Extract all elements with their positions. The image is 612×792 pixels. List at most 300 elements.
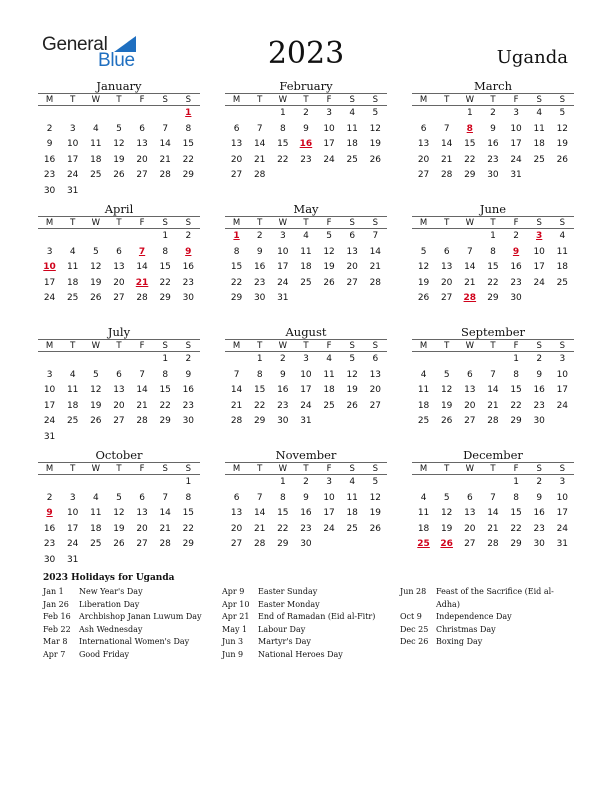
day-cell: 21 bbox=[440, 154, 453, 165]
day-cell: 5 bbox=[420, 246, 427, 257]
holiday-date-label: Dec 26 bbox=[400, 637, 429, 646]
day-cell: 16 bbox=[277, 385, 289, 395]
month-january bbox=[38, 79, 200, 199]
day-cell: 20 bbox=[113, 277, 125, 288]
day-cell: 3 bbox=[326, 108, 332, 118]
day-cell: 7 bbox=[443, 123, 450, 134]
day-cell: 31 bbox=[66, 185, 79, 196]
day-cell: 19 bbox=[440, 400, 453, 411]
day-cell: 5 bbox=[116, 123, 122, 134]
day-cell: 11 bbox=[300, 246, 312, 257]
weekday-header: S bbox=[185, 464, 192, 474]
day-cell: 16 bbox=[43, 154, 56, 165]
weekday-header: W bbox=[465, 341, 475, 351]
day-cell: 25 bbox=[346, 523, 358, 534]
day-cell: 30 bbox=[43, 185, 56, 196]
day-cell: 24 bbox=[533, 277, 545, 288]
weekday-header: T bbox=[303, 341, 309, 351]
day-cell: 21 bbox=[159, 154, 171, 165]
day-cell: 2 bbox=[279, 354, 286, 364]
day-cell: 1 bbox=[513, 477, 519, 487]
weekday-header: F bbox=[513, 341, 519, 351]
day-cell: 17 bbox=[66, 523, 79, 534]
day-cell: 9 bbox=[536, 492, 543, 503]
weekday-header-row bbox=[38, 93, 200, 106]
week-row bbox=[38, 153, 200, 169]
holiday-name: Easter Sunday bbox=[258, 587, 318, 596]
week-row bbox=[38, 553, 200, 569]
day-cell: 25 bbox=[66, 416, 79, 426]
empty-day-cell bbox=[177, 553, 200, 569]
day-cell: 4 bbox=[349, 477, 356, 487]
empty-day-cell bbox=[38, 475, 61, 491]
day-cell: 27 bbox=[417, 170, 430, 180]
day-cell: 15 bbox=[464, 139, 476, 149]
day-cell: 27 bbox=[346, 277, 358, 288]
day-cell: 4 bbox=[303, 231, 309, 241]
weekday-header: T bbox=[70, 341, 76, 351]
day-cell: 11 bbox=[90, 508, 102, 518]
day-cell: 13 bbox=[113, 385, 125, 395]
empty-day-cell bbox=[225, 352, 248, 368]
day-cell: 18 bbox=[346, 508, 358, 518]
empty-day-cell bbox=[38, 229, 61, 245]
day-cell: 2 bbox=[46, 123, 53, 134]
day-cell: 27 bbox=[440, 293, 453, 303]
day-cell: 10 bbox=[43, 385, 56, 395]
day-cell: 2 bbox=[303, 108, 309, 118]
week-row bbox=[412, 414, 574, 430]
day-cell: 11 bbox=[66, 385, 79, 395]
day-cell: 7 bbox=[490, 369, 496, 380]
weekday-header: T bbox=[303, 218, 309, 228]
day-cell: 17 bbox=[66, 154, 79, 165]
week-row bbox=[38, 184, 200, 200]
month-name: August bbox=[285, 325, 327, 339]
month-name: September bbox=[460, 325, 526, 339]
day-cell: 14 bbox=[136, 262, 148, 272]
week-row bbox=[225, 414, 387, 430]
day-cell: 16 bbox=[182, 385, 195, 395]
empty-day-cell bbox=[435, 229, 458, 245]
weekday-header: W bbox=[465, 218, 475, 228]
week-row bbox=[38, 491, 200, 507]
day-cell: 17 bbox=[277, 262, 289, 272]
week-row bbox=[38, 352, 200, 368]
week-row bbox=[225, 399, 387, 415]
day-cell: 18 bbox=[533, 139, 545, 149]
week-row bbox=[225, 291, 387, 307]
day-cell: 1 bbox=[162, 231, 169, 241]
day-cell: 29 bbox=[510, 539, 522, 549]
day-cell: 18 bbox=[90, 523, 102, 534]
day-cell: 1 bbox=[279, 477, 286, 487]
weekday-header: S bbox=[185, 341, 192, 351]
month-may bbox=[225, 202, 387, 307]
day-cell: 26 bbox=[346, 400, 358, 411]
day-cell: 12 bbox=[556, 123, 569, 134]
week-row bbox=[38, 414, 200, 430]
empty-day-cell bbox=[481, 475, 504, 491]
holiday-row bbox=[43, 599, 219, 612]
week-row bbox=[38, 430, 200, 446]
day-cell: 17 bbox=[43, 400, 56, 411]
empty-day-cell bbox=[131, 352, 154, 368]
empty-day-cell bbox=[551, 414, 574, 430]
holiday-name: Liberation Day bbox=[79, 599, 140, 609]
month-name: May bbox=[293, 202, 319, 216]
day-cell: 20 bbox=[464, 400, 476, 411]
day-cell: 20 bbox=[136, 523, 148, 534]
weekday-header: T bbox=[116, 95, 122, 105]
month-november bbox=[225, 448, 387, 553]
week-row bbox=[225, 383, 387, 399]
day-cell: 8 bbox=[513, 369, 519, 380]
empty-day-cell bbox=[435, 475, 458, 491]
day-cell: 4 bbox=[326, 354, 332, 364]
empty-day-cell bbox=[177, 184, 200, 200]
day-cell: 14 bbox=[440, 139, 453, 149]
holiday-date-label: Feb 22 bbox=[43, 624, 71, 634]
day-cell: 6 bbox=[443, 246, 450, 257]
day-cell: 20 bbox=[230, 154, 243, 165]
empty-day-cell bbox=[364, 168, 387, 184]
weekday-header: W bbox=[91, 464, 101, 474]
holiday-date: 21 bbox=[135, 277, 149, 288]
empty-day-cell bbox=[61, 352, 84, 368]
day-cell: 18 bbox=[66, 277, 79, 288]
holiday-name: Christmas Day bbox=[436, 624, 496, 634]
weekday-header: S bbox=[559, 95, 566, 105]
week-row bbox=[225, 276, 387, 292]
day-cell: 21 bbox=[464, 277, 476, 288]
day-cell: 26 bbox=[369, 154, 382, 165]
month-name: February bbox=[279, 79, 333, 93]
week-row bbox=[412, 506, 574, 522]
empty-day-cell bbox=[131, 475, 154, 491]
day-cell: 22 bbox=[253, 400, 266, 411]
holiday-row bbox=[43, 636, 219, 649]
month-name: October bbox=[95, 448, 143, 462]
empty-day-cell bbox=[458, 352, 481, 368]
day-cell: 20 bbox=[230, 523, 243, 534]
day-cell: 13 bbox=[440, 262, 453, 272]
weekday-header: F bbox=[139, 95, 145, 105]
day-cell: 2 bbox=[513, 231, 519, 241]
day-cell: 16 bbox=[533, 508, 545, 518]
weekday-header: M bbox=[45, 464, 54, 474]
empty-day-cell bbox=[318, 168, 341, 184]
holiday-row bbox=[400, 586, 576, 611]
day-cell: 24 bbox=[66, 170, 79, 180]
day-cell: 5 bbox=[92, 369, 99, 380]
day-cell: 29 bbox=[182, 170, 195, 180]
day-cell: 10 bbox=[510, 123, 522, 134]
day-cell: 21 bbox=[253, 523, 266, 534]
day-cell: 20 bbox=[113, 400, 125, 411]
day-cell: 3 bbox=[46, 246, 53, 257]
empty-day-cell bbox=[225, 475, 248, 491]
empty-day-cell bbox=[412, 352, 435, 368]
empty-day-cell bbox=[364, 537, 387, 553]
day-cell: 1 bbox=[466, 108, 473, 118]
day-cell: 7 bbox=[256, 492, 263, 503]
day-cell: 17 bbox=[300, 385, 312, 395]
holiday-name: Boxing Day bbox=[436, 637, 483, 646]
day-cell: 2 bbox=[303, 477, 309, 487]
day-cell: 27 bbox=[230, 539, 243, 549]
empty-day-cell bbox=[458, 475, 481, 491]
holiday-date: 8 bbox=[466, 123, 473, 134]
day-cell: 7 bbox=[233, 369, 240, 380]
weekday-header: T bbox=[490, 95, 496, 105]
day-cell: 28 bbox=[487, 416, 499, 426]
day-cell: 18 bbox=[300, 262, 312, 272]
weekday-header: M bbox=[45, 341, 54, 351]
day-cell: 12 bbox=[369, 492, 382, 503]
weekday-header-row bbox=[412, 339, 574, 352]
holiday-list bbox=[43, 573, 573, 659]
week-row bbox=[38, 399, 200, 415]
holiday-date: 25 bbox=[417, 539, 430, 549]
month-october bbox=[38, 448, 200, 568]
day-cell: 9 bbox=[256, 246, 263, 257]
day-cell: 30 bbox=[277, 416, 289, 426]
day-cell: 24 bbox=[43, 293, 56, 303]
day-cell: 4 bbox=[69, 246, 76, 257]
month-name: April bbox=[104, 202, 134, 216]
day-cell: 10 bbox=[277, 246, 289, 257]
day-cell: 29 bbox=[182, 539, 195, 549]
day-cell: 31 bbox=[556, 539, 569, 549]
day-cell: 17 bbox=[556, 385, 569, 395]
day-cell: 30 bbox=[182, 416, 195, 426]
day-cell: 4 bbox=[536, 108, 543, 118]
week-row bbox=[412, 352, 574, 368]
holiday-date: 16 bbox=[299, 139, 313, 149]
day-cell: 10 bbox=[66, 508, 79, 518]
day-cell: 8 bbox=[256, 369, 263, 380]
day-cell: 23 bbox=[300, 523, 312, 534]
holiday-date-label: Jun 3 bbox=[222, 637, 244, 646]
day-cell: 18 bbox=[90, 154, 102, 165]
empty-day-cell bbox=[38, 352, 61, 368]
weekday-header: W bbox=[278, 341, 288, 351]
day-cell: 12 bbox=[113, 139, 125, 149]
holiday-column bbox=[400, 586, 576, 649]
day-cell: 26 bbox=[113, 539, 125, 549]
country-name: Uganda bbox=[496, 47, 568, 68]
day-cell: 27 bbox=[113, 293, 125, 303]
week-row bbox=[225, 537, 387, 553]
day-cell: 14 bbox=[159, 139, 171, 149]
empty-day-cell bbox=[248, 106, 271, 122]
month-name: March bbox=[474, 79, 512, 93]
holiday-row bbox=[43, 624, 219, 637]
day-cell: 15 bbox=[182, 139, 195, 149]
holiday-name: Archbishop Janan Luwum Day bbox=[79, 612, 202, 621]
day-cell: 4 bbox=[420, 369, 427, 380]
day-cell: 19 bbox=[346, 385, 358, 395]
day-cell: 14 bbox=[487, 508, 499, 518]
empty-day-cell bbox=[412, 106, 435, 122]
day-cell: 21 bbox=[136, 400, 148, 411]
day-cell: 6 bbox=[116, 369, 122, 380]
weekday-header: S bbox=[349, 95, 355, 105]
empty-day-cell bbox=[528, 291, 551, 307]
day-cell: 2 bbox=[185, 231, 192, 241]
weekday-header-row bbox=[412, 93, 574, 106]
day-cell: 19 bbox=[90, 277, 102, 288]
day-cell: 3 bbox=[69, 492, 76, 503]
day-cell: 6 bbox=[233, 492, 240, 503]
month-name: July bbox=[107, 325, 131, 339]
week-row bbox=[38, 106, 200, 122]
day-cell: 17 bbox=[556, 508, 569, 518]
week-row bbox=[225, 106, 387, 122]
day-cell: 10 bbox=[66, 139, 79, 149]
day-cell: 11 bbox=[90, 139, 102, 149]
day-cell: 7 bbox=[466, 246, 473, 257]
week-row bbox=[225, 368, 387, 384]
day-cell: 28 bbox=[136, 416, 148, 426]
day-cell: 15 bbox=[182, 508, 195, 518]
weekday-header: T bbox=[303, 95, 309, 105]
weekday-header: F bbox=[326, 464, 332, 474]
day-cell: 24 bbox=[66, 539, 79, 549]
weekday-header: T bbox=[116, 218, 122, 228]
weekday-header: S bbox=[372, 218, 379, 228]
week-row bbox=[412, 260, 574, 276]
day-cell: 5 bbox=[92, 246, 99, 257]
day-cell: 1 bbox=[162, 354, 169, 364]
empty-day-cell bbox=[131, 229, 154, 245]
day-cell: 13 bbox=[369, 369, 382, 380]
day-cell: 7 bbox=[162, 123, 169, 134]
day-cell: 23 bbox=[533, 400, 545, 411]
day-cell: 18 bbox=[323, 385, 335, 395]
holiday-date: 9 bbox=[512, 246, 520, 257]
day-cell: 10 bbox=[556, 369, 569, 380]
week-row bbox=[412, 229, 574, 245]
weekday-header: S bbox=[536, 464, 542, 474]
day-cell: 6 bbox=[139, 123, 145, 134]
weekday-header: W bbox=[91, 341, 101, 351]
empty-day-cell bbox=[61, 106, 84, 122]
week-row bbox=[412, 368, 574, 384]
day-cell: 12 bbox=[90, 262, 102, 272]
day-cell: 25 bbox=[556, 277, 569, 288]
day-cell: 21 bbox=[230, 400, 243, 411]
weekday-header: T bbox=[257, 464, 263, 474]
holiday-row bbox=[43, 649, 219, 662]
empty-day-cell bbox=[38, 106, 61, 122]
holiday-date: 1 bbox=[233, 231, 240, 241]
day-cell: 14 bbox=[464, 262, 476, 272]
empty-day-cell bbox=[107, 553, 130, 569]
day-cell: 31 bbox=[43, 431, 56, 442]
weekday-header: S bbox=[536, 341, 542, 351]
day-cell: 6 bbox=[139, 492, 145, 503]
day-cell: 21 bbox=[487, 400, 499, 411]
holiday-row bbox=[222, 599, 398, 612]
weekday-header: M bbox=[45, 95, 54, 105]
day-cell: 27 bbox=[369, 400, 382, 411]
week-row bbox=[38, 368, 200, 384]
empty-day-cell bbox=[84, 184, 107, 200]
week-row bbox=[38, 168, 200, 184]
day-cell: 22 bbox=[487, 277, 499, 288]
weekday-header-row bbox=[38, 339, 200, 352]
holiday-name: Labour Day bbox=[258, 624, 306, 634]
day-cell: 9 bbox=[536, 369, 543, 380]
month-name: November bbox=[275, 448, 337, 462]
day-cell: 24 bbox=[510, 154, 522, 165]
day-cell: 6 bbox=[116, 246, 122, 257]
empty-day-cell bbox=[481, 352, 504, 368]
holiday-date-label: Jun 28 bbox=[400, 587, 427, 596]
weekday-header: F bbox=[513, 218, 519, 228]
holiday-date: 7 bbox=[138, 246, 146, 257]
holiday-date-label: May 1 bbox=[222, 624, 248, 634]
empty-day-cell bbox=[341, 414, 364, 430]
weekday-header: T bbox=[490, 218, 496, 228]
month-september bbox=[412, 325, 574, 430]
week-row bbox=[38, 122, 200, 138]
day-cell: 3 bbox=[559, 354, 566, 364]
day-cell: 14 bbox=[487, 385, 499, 395]
day-cell: 13 bbox=[417, 139, 430, 149]
day-cell: 11 bbox=[323, 369, 335, 380]
day-cell: 20 bbox=[346, 262, 358, 272]
empty-day-cell bbox=[551, 168, 574, 184]
empty-day-cell bbox=[225, 106, 248, 122]
day-cell: 23 bbox=[43, 170, 56, 180]
day-cell: 25 bbox=[323, 400, 335, 411]
day-cell: 19 bbox=[90, 400, 102, 411]
holiday-date: 10 bbox=[43, 262, 56, 272]
day-cell: 15 bbox=[510, 385, 522, 395]
weekday-header: T bbox=[490, 464, 496, 474]
day-cell: 15 bbox=[277, 508, 289, 518]
day-cell: 21 bbox=[369, 262, 382, 272]
holiday-date-label: Apr 7 bbox=[43, 649, 66, 659]
day-cell: 5 bbox=[372, 477, 379, 487]
day-cell: 22 bbox=[182, 154, 195, 165]
week-row bbox=[38, 245, 200, 261]
day-cell: 14 bbox=[136, 385, 148, 395]
day-cell: 24 bbox=[43, 416, 56, 426]
day-cell: 10 bbox=[323, 492, 335, 503]
day-cell: 5 bbox=[116, 492, 122, 503]
day-cell: 7 bbox=[162, 492, 169, 503]
weekday-header-row bbox=[412, 216, 574, 229]
month-december bbox=[412, 448, 574, 553]
day-cell: 25 bbox=[90, 539, 102, 549]
day-cell: 17 bbox=[43, 277, 56, 288]
day-cell: 11 bbox=[346, 123, 358, 134]
weekday-header: S bbox=[559, 218, 566, 228]
day-cell: 9 bbox=[303, 492, 309, 503]
weekday-header: W bbox=[465, 464, 475, 474]
day-cell: 16 bbox=[533, 385, 545, 395]
week-row bbox=[38, 383, 200, 399]
day-cell: 31 bbox=[66, 554, 79, 565]
day-cell: 25 bbox=[417, 416, 430, 426]
day-cell: 17 bbox=[323, 508, 335, 518]
day-cell: 9 bbox=[303, 123, 309, 134]
holiday-date: 3 bbox=[536, 231, 543, 241]
